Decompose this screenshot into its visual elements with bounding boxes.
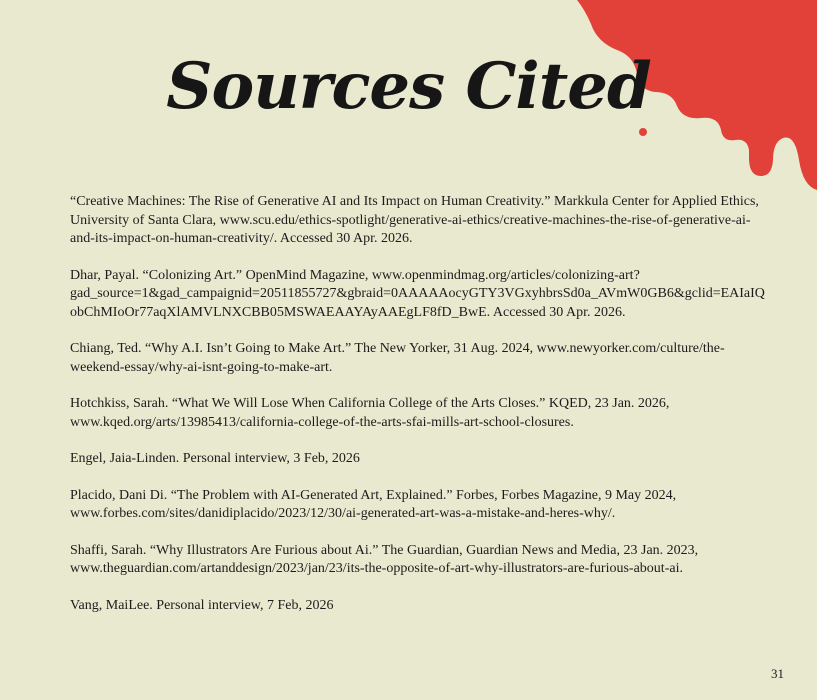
citation-item: Placido, Dani Di. “The Problem with AI-Generated Art, Explained.” Forbes, Forbes Magazine, 9 May 2024, www.forbes.com/sites/danidiplacido/2023/12/30/ai-generated-art-was-a-mistake-and-heres-why/. bbox=[70, 487, 677, 521]
citation-item: Dhar, Payal. “Colonizing Art.” OpenMind Magazine, www.openmindmag.org/articles/colonizing-art?gad_source=1&gad_campaignid=20511855727&gbraid=0AAAAAocyGTY3VGxyhbrsSd0a_AVmW0GB6&gclid=EAIaIQobChMIoOr77aqXlAMVLNXCBB05MSWAEAAYAyAAEgLF8fD_BwE. Accessed 30 Apr. 2026. bbox=[70, 267, 765, 320]
citation-item: Shaffi, Sarah. “Why Illustrators Are Furious about Ai.” The Guardian, Guardian News and Media, 23 Jan. 2023, www.theguardian.com/artanddesign/2023/jan/23/its-the-opposite-of-art-why-illustrators-are-furious-about-ai. bbox=[70, 542, 699, 576]
page-number: 31 bbox=[771, 666, 784, 681]
citation-item: Chiang, Ted. “Why A.I. Isn’t Going to Make Art.” The New Yorker, 31 Aug. 2024, www.newyorker.com/culture/the-weekend-essay/why-ai-isnt-going-to-make-art. bbox=[70, 341, 725, 375]
citation-list bbox=[70, 193, 770, 633]
citation-item: Vang, MaiLee. Personal interview, 7 Feb, 2026 bbox=[70, 597, 334, 613]
citation-item: Engel, Jaia-Linden. Personal interview, 3 Feb, 2026 bbox=[70, 451, 360, 466]
citation-item: “Creative Machines: The Rise of Generative AI and Its Impact on Human Creativity.” Markkula Center for Applied Ethics, University of Santa Clara, www.scu.edu/ethics-spotlight/generative-ai-ethics/creative-machines-the-rise-of-generative-ai-and-its-impact-on-human-creativity/. Accessed 30 Apr. 2026. bbox=[70, 194, 759, 246]
page-title: Sources Cited bbox=[166, 49, 651, 124]
citation-item: Hotchkiss, Sarah. “What We Will Lose When California College of the Arts Closes.” KQED, 23 Jan. 2026, www.kqed.org/arts/13985413/california-college-of-the-arts-sfai-mills-art-school-closures. bbox=[70, 396, 670, 430]
